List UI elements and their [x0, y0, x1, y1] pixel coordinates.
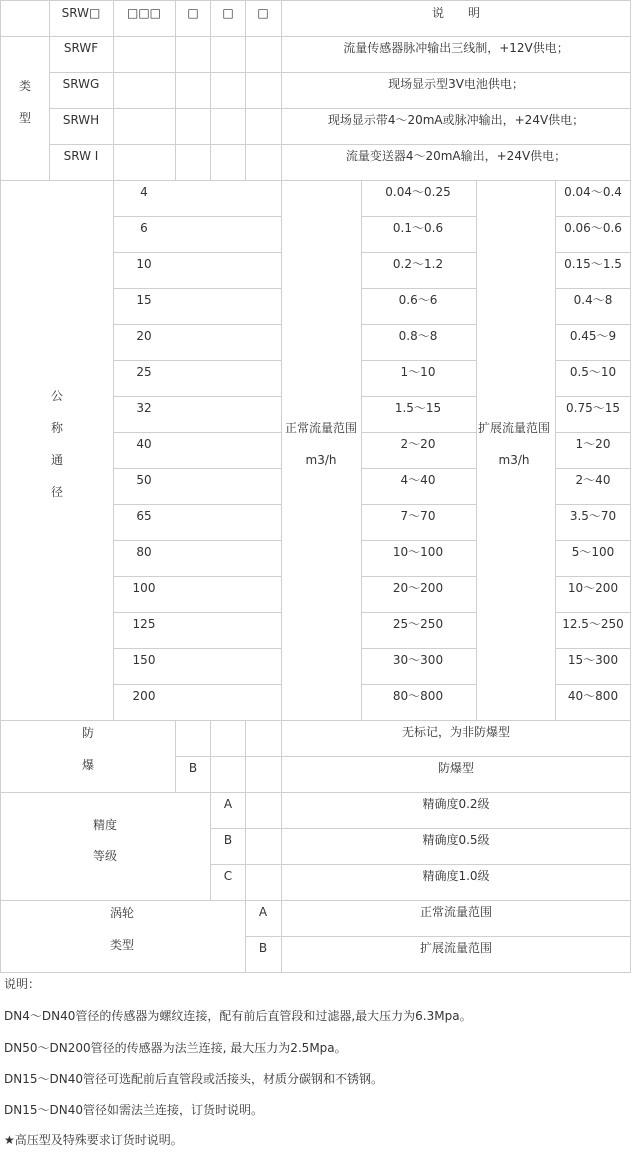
dn-value: 150: [132, 653, 156, 667]
header-col-explosion: □: [187, 6, 199, 20]
header-col-srw: SRW□: [61, 6, 101, 20]
extended-flow-range: 40～800: [567, 689, 619, 703]
dn-value: 20: [136, 329, 152, 343]
normal-flow-range: 2～20: [400, 437, 436, 451]
turbine-code: B: [258, 941, 268, 955]
normal-flow-range: 1.5～15: [394, 401, 442, 415]
note-line: ★高压型及特殊要求订货时说明。: [4, 1133, 183, 1147]
normal-flow-range: 4～40: [400, 473, 436, 487]
note-line: DN50～DN200管径的传感器为法兰连接, 最大压力为2.5Mpa。: [4, 1041, 347, 1055]
type-group-label: 类型: [18, 79, 31, 125]
normal-flow-range: 30～300: [392, 653, 444, 667]
extended-flow-range: 1～20: [575, 437, 611, 451]
normal-flow-unit: m3/h: [305, 453, 337, 467]
dn-value: 65: [136, 509, 152, 523]
normal-flow-range: 80～800: [392, 689, 444, 703]
extended-flow-range: 12.5～250: [562, 617, 624, 631]
explosion-description: 防爆型: [437, 761, 475, 775]
extended-flow-range: 0.45～9: [569, 329, 617, 343]
turbine-code: A: [258, 905, 268, 919]
extended-flow-range: 2～40: [575, 473, 611, 487]
note-line: DN4～DN40管径的传感器为螺纹连接，配有前后直管段和过滤器,最大压力为6.3Mpa。: [4, 1009, 472, 1023]
accuracy-code: C: [223, 869, 233, 883]
extended-flow-range: 0.75～15: [566, 401, 620, 415]
extended-flow-range: 5～100: [571, 545, 615, 559]
normal-flow-range: 0.8～8: [398, 329, 438, 343]
extended-flow-range: 0.4～8: [573, 293, 613, 307]
explosion-group-label: 防: [81, 726, 95, 740]
accuracy-description: 精确度0.5级: [422, 833, 490, 847]
dn-value: 25: [136, 365, 152, 379]
extended-flow-range: 3.5～70: [569, 509, 617, 523]
normal-flow-range: 0.04～0.25: [385, 185, 451, 199]
header-col-dn: □□□: [126, 6, 162, 20]
type-description: 流量传感器脉冲输出三线制，+12V供电；: [343, 41, 569, 55]
type-code: SRWG: [62, 77, 100, 91]
dn-value: 125: [132, 617, 156, 631]
extended-flow-range: 0.5～10: [569, 365, 617, 379]
accuracy-group-label: 精度: [92, 818, 118, 832]
dn-value: 50: [136, 473, 152, 487]
dn-group-label: 公称通径: [50, 389, 63, 499]
dn-value: 10: [136, 257, 152, 271]
normal-flow-range: 1～10: [400, 365, 436, 379]
type-description: 现场显示带4～20mA或脉冲输出，+24V供电；: [327, 113, 585, 127]
normal-flow-range-label: 正常流量范围: [284, 421, 358, 435]
accuracy-group-label: 等级: [92, 849, 118, 863]
dn-value: 200: [132, 689, 156, 703]
normal-flow-range: 0.6～6: [398, 293, 438, 307]
extended-flow-range: 0.04～0.4: [564, 185, 622, 199]
normal-flow-range: 0.2～1.2: [392, 257, 444, 271]
turbine-group-label: 类型: [109, 938, 135, 952]
accuracy-description: 精确度0.2级: [422, 797, 490, 811]
dn-value: 4: [140, 185, 148, 199]
extended-flow-range: 10～200: [567, 581, 619, 595]
accuracy-code: B: [223, 833, 233, 847]
normal-flow-range: 10～100: [392, 545, 444, 559]
normal-flow-range: 20～200: [392, 581, 444, 595]
dn-value: 15: [136, 293, 152, 307]
header-col-accuracy: □: [222, 6, 234, 20]
turbine-description: 扩展流量范围: [419, 941, 493, 955]
dn-value: 40: [136, 437, 152, 451]
notes-title: 说明：: [4, 977, 41, 991]
turbine-group-label: 涡轮: [109, 906, 135, 920]
extended-flow-range-label: 扩展流量范围: [477, 421, 551, 435]
extended-flow-range: 15～300: [567, 653, 619, 667]
type-description: 现场显示型3V电池供电；: [388, 77, 524, 91]
header-col-description: 说 明: [431, 6, 481, 20]
dn-value: 32: [136, 401, 152, 415]
type-code: SRWH: [62, 113, 100, 127]
extended-flow-range: 0.15～1.5: [564, 257, 622, 271]
normal-flow-range: 0.1～0.6: [392, 221, 444, 235]
extended-flow-range: 0.06～0.6: [564, 221, 622, 235]
normal-flow-range: 7～70: [400, 509, 436, 523]
accuracy-description: 精确度1.0级: [422, 869, 490, 883]
extended-flow-unit: m3/h: [498, 453, 530, 467]
explosion-description: 无标记，为非防爆型: [401, 725, 511, 739]
dn-value: 6: [140, 221, 148, 235]
normal-flow-range: 25～250: [392, 617, 444, 631]
type-code: SRWF: [63, 41, 99, 55]
turbine-description: 正常流量范围: [419, 905, 493, 919]
accuracy-code: A: [223, 797, 233, 811]
header-col-turbine: □: [257, 6, 269, 20]
note-line: DN15～DN40管径如需法兰连接，订货时说明。: [4, 1103, 263, 1117]
type-code: SRW I: [63, 149, 99, 163]
dn-value: 80: [136, 545, 152, 559]
note-line: DN15～DN40管径可选配前后直管段或活接头，材质分碳钢和不锈钢。: [4, 1072, 383, 1086]
type-description: 流量变送器4～20mA输出，+24V供电；: [345, 149, 567, 163]
explosion-group-label: 爆: [81, 758, 95, 772]
explosion-code: B: [188, 761, 198, 775]
dn-value: 100: [132, 581, 156, 595]
